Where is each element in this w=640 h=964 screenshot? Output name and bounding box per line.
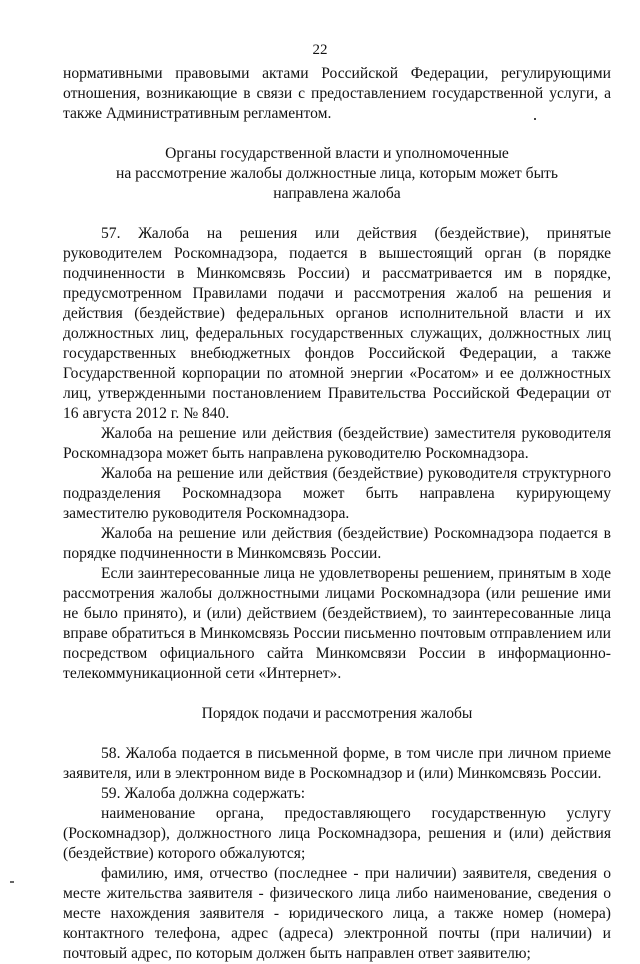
paragraph-agency-complaint: Жалоба на решение или действия (бездействие) Роскомнадзора подается в порядке подчиненности в Минкомсвязь России.: [63, 525, 611, 562]
document-body: [63, 64, 611, 964]
section-heading-authorities: [63, 144, 611, 204]
scan-speck: [534, 118, 536, 120]
heading-line: на рассмотрение жалобы должностные лица, которым может быть: [116, 165, 558, 182]
paragraph-59-item-organ: наименование органа, предоставляющего государственную услугу (Роскомнадзор), должностного лица Роскомнадзора, решения и (или) действия (бездействие) которого обжалуются;: [63, 805, 611, 862]
paragraph-unsatisfied-parties: Если заинтересованные лица не удовлетворены решением, принятым в ходе рассмотрения жалобы должностными лицами Роскомнадзора (или решение ими не было принято), и (или) действием (бездействием), то заинтересованные лица вправе обратиться в Минкомсвязь России письменно почтовым отправлением или посредством официального сайта Минкомсвязи России в информационно-телекоммуникационной сети «Интернет».: [63, 565, 611, 682]
paragraph-continuation: нормативными правовыми актами Российской Федерации, регулирующими отношения, возникающие в связи с предоставлением государственной услуги, а также Административным регламентом.: [63, 65, 611, 122]
paragraph-59-item-applicant: фамилию, имя, отчество (последнее - при наличии) заявителя, сведения о месте жительства заявителя - физического лица либо наименование, сведения о месте нахождения заявителя - юридического лица, а также номер (номера) контактного телефона, адрес (адреса) электронной почты (при наличии) и почтовый адрес, по которым должен быть направлен ответ заявителю;: [63, 865, 611, 962]
heading-line: направлена жалоба: [273, 185, 401, 202]
paragraph-57: 57. Жалоба на решения или действия (бездействие), принятые руководителем Роскомнадзора, подается в вышестоящий орган (в порядке подчиненности в Минкомсвязь России) и рассматривается им в порядке, предусмотренном Правилами подачи и рассмотрения жалоб на решения и действия (бездействие) федеральных органов исполнительной власти и их должностных лиц, федеральных государственных служащих, должностных лиц государственных внебюджетных фондов Российской Федерации, а также Государственной корпорации по атомной энергии «Росатом» и ее должностных лиц, утвержденными постановлением Правительства Российской Федерации от 16 августа 2012 г. № 840.: [63, 225, 611, 422]
paragraph-58: 58. Жалоба подается в письменной форме, в том числе при личном приеме заявителя, или в электронном виде в Роскомнадзор и (или) Минкомсвязь России.: [63, 745, 611, 782]
paragraph-59: 59. Жалоба должна содержать:: [101, 785, 306, 802]
page-number: 22: [312, 42, 328, 58]
section-heading-procedure: Порядок подачи и рассмотрения жалобы: [201, 705, 473, 722]
scan-mark: [10, 881, 14, 883]
paragraph-division-complaint: Жалоба на решение или действия (бездействие) руководителя структурного подразделения Роскомнадзора может быть направлена курирующему заместителю руководителя Роскомнадзора.: [63, 465, 611, 522]
paragraph-deputy-complaint: Жалоба на решение или действия (бездействие) заместителя руководителя Роскомнадзора может быть направлена руководителю Роскомнадзора.: [63, 425, 611, 462]
heading-line: Органы государственной власти и уполномоченные: [165, 145, 509, 162]
